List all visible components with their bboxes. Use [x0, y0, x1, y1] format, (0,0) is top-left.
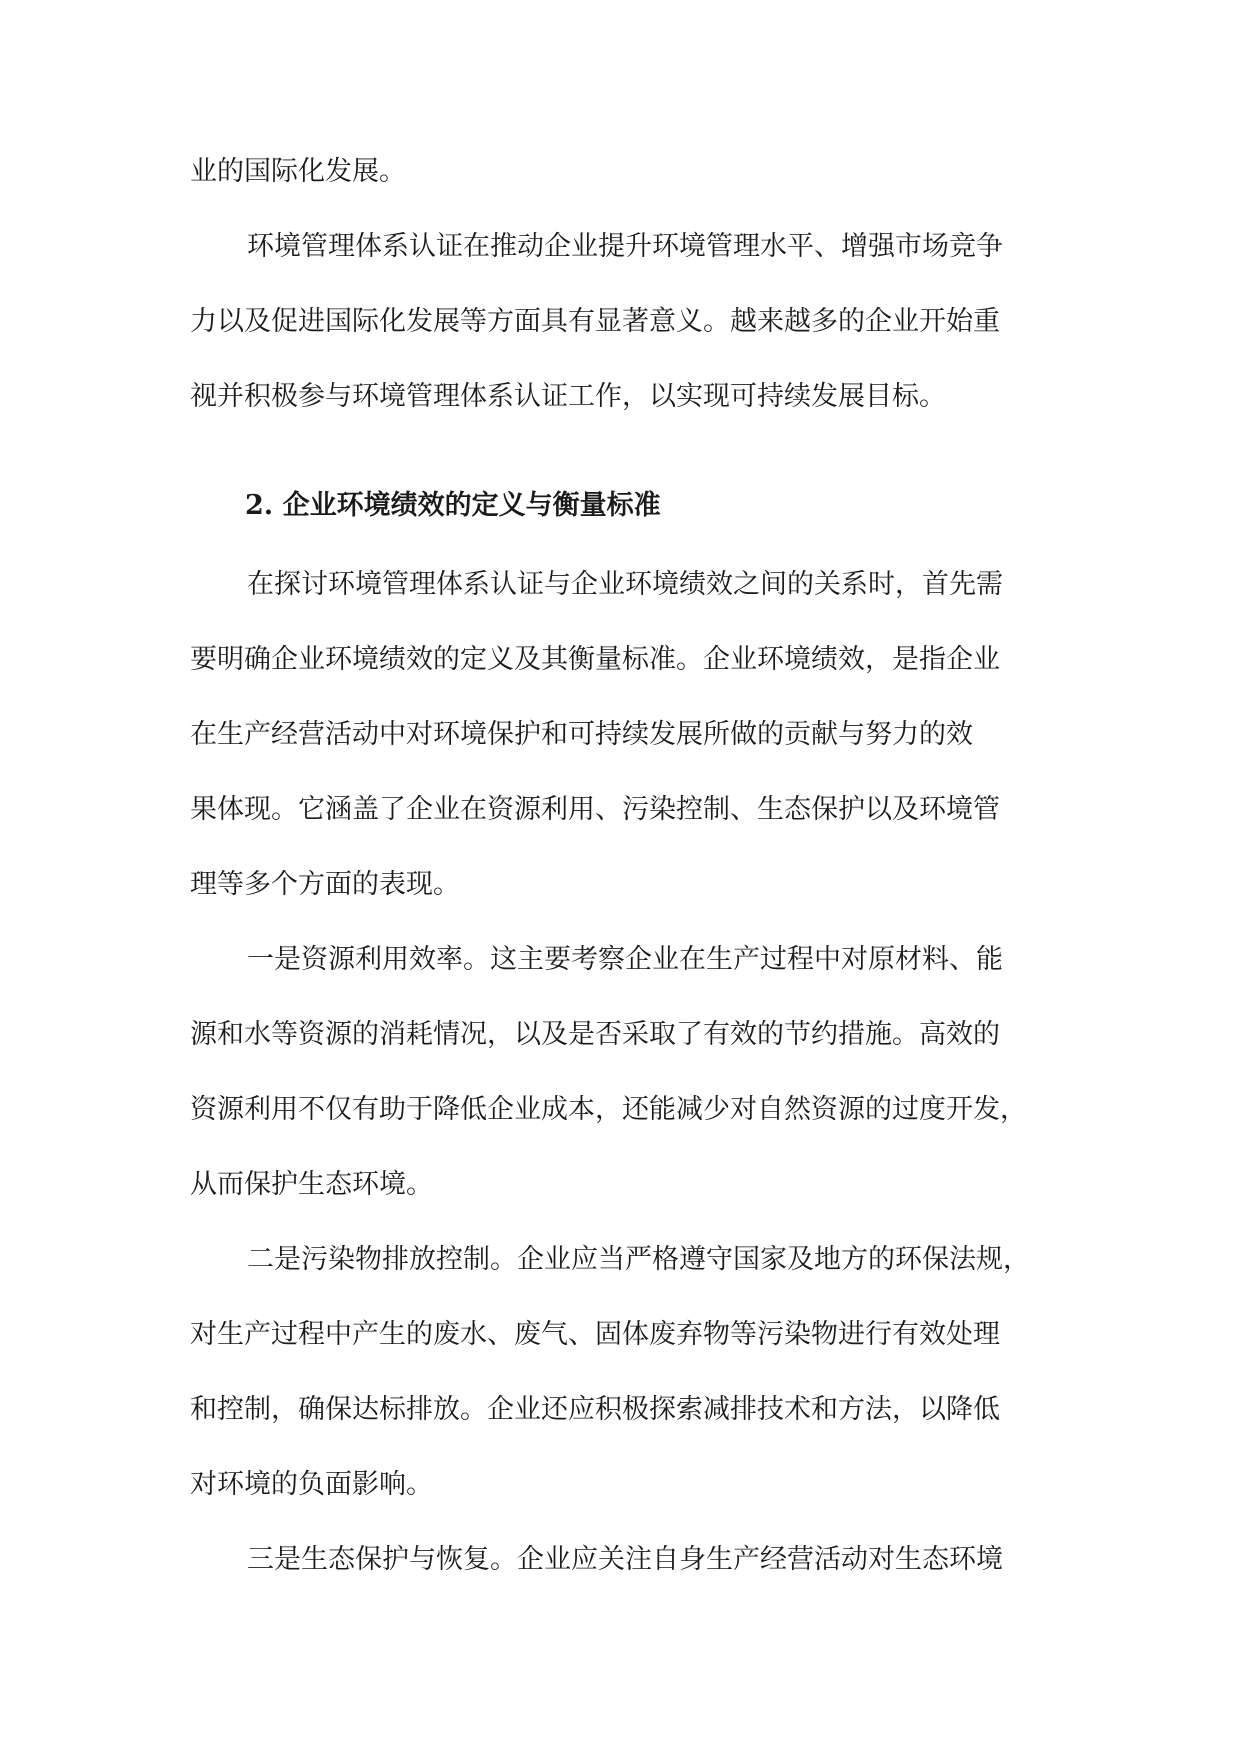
paragraph-line: 二是污染物排放控制。企业应当严格遵守国家及地方的环保法规， [247, 1244, 1030, 1275]
paragraph-line: 一是资源利用效率。这主要考察企业在生产过程中对原材料、能 [247, 944, 1003, 975]
paragraph-line: 要明确企业环境绩效的定义及其衡量标准。企业环境绩效，是指企业 [190, 644, 1000, 675]
paragraph-line: 资源利用不仅有助于降低企业成本，还能减少对自然资源的过度开发， [190, 1094, 1027, 1125]
paragraph-line: 力以及促进国际化发展等方面具有显著意义。越来越多的企业开始重 [190, 306, 1000, 337]
paragraph-line: 果体现。它涵盖了企业在资源利用、污染控制、生态保护以及环境管 [190, 794, 1000, 825]
paragraph-line: 从而保护生态环境。 [190, 1169, 433, 1200]
paragraph-line: 视并积极参与环境管理体系认证工作，以实现可持续发展目标。 [190, 381, 946, 412]
paragraph-line: 对生产过程中产生的废水、废气、固体废弃物等污染物进行有效处理 [190, 1319, 1000, 1350]
paragraph-line: 源和水等资源的消耗情况，以及是否采取了有效的节约措施。高效的 [190, 1019, 1000, 1050]
paragraph-line: 在探讨环境管理体系认证与企业环境绩效之间的关系时，首先需 [247, 569, 1003, 600]
section-heading: 2. 企业环境绩效的定义与衡量标准 [245, 490, 661, 521]
paragraph-line: 对环境的负面影响。 [190, 1469, 433, 1500]
paragraph-line: 理等多个方面的表现。 [190, 869, 460, 900]
paragraph-line: 业的国际化发展。 [190, 156, 406, 187]
paragraph-line: 三是生态保护与恢复。企业应关注自身生产经营活动对生态环境 [247, 1544, 1003, 1575]
paragraph-line: 和控制，确保达标排放。企业还应积极探索减排技术和方法，以降低 [190, 1394, 1000, 1425]
paragraph-line: 在生产经营活动中对环境保护和可持续发展所做的贡献与努力的效 [190, 719, 973, 750]
paragraph-line: 环境管理体系认证在推动企业提升环境管理水平、增强市场竞争 [247, 231, 1003, 262]
